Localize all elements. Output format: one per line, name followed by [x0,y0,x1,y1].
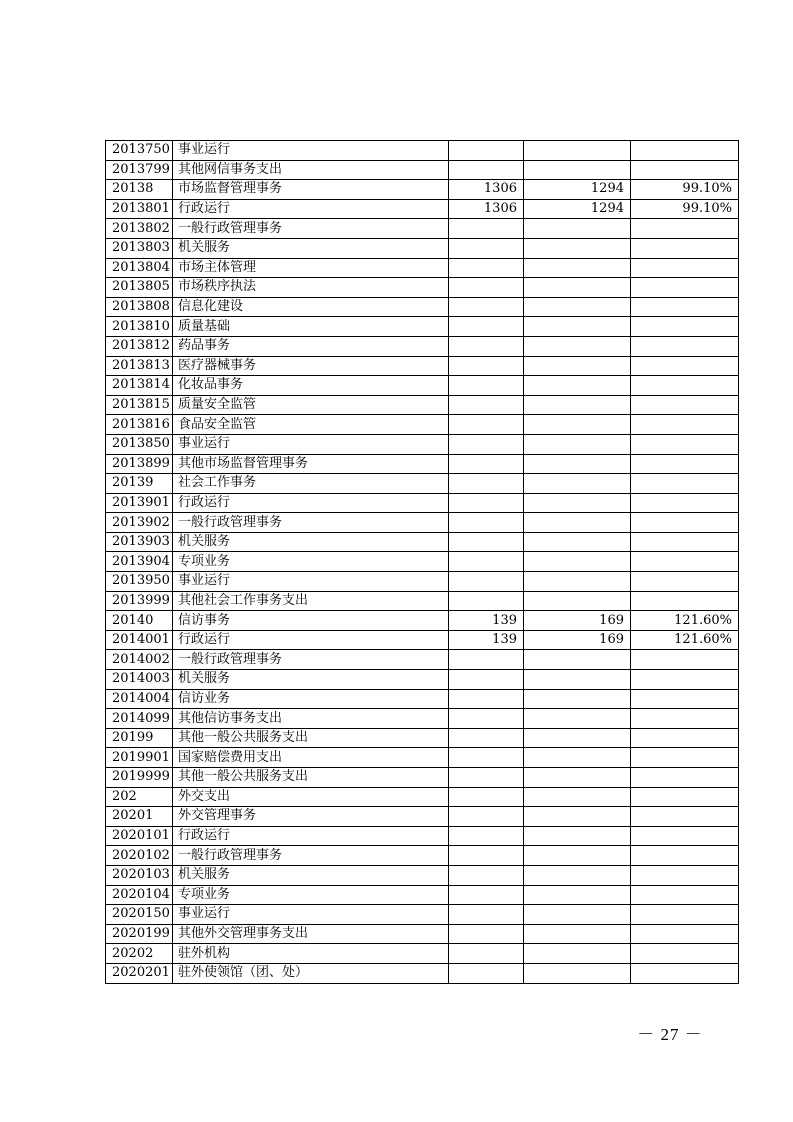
account-name-cell: 一般行政管理事务 [173,513,449,533]
actual-cell [524,395,631,415]
budget-cell [449,924,524,944]
table-row [106,238,739,258]
ratio-cell [631,689,739,709]
actual-cell [524,591,631,611]
account-name-cell: 质量安全监管 [173,395,449,415]
budget-cell [449,552,524,572]
account-code-cell: 2013904 [106,552,173,572]
account-code-cell: 2020101 [106,826,173,846]
table-row [106,258,739,278]
account-name-cell: 事业运行 [173,434,449,454]
actual-cell [524,768,631,788]
ratio-cell [631,670,739,690]
budget-cell [449,395,524,415]
page-number: － 27 － [637,1025,703,1044]
table-row [106,768,739,788]
actual-cell [524,532,631,552]
ratio-cell [631,532,739,552]
budget-cell [449,141,524,161]
account-code-cell: 2013801 [106,199,173,219]
account-name-cell: 化妆品事务 [173,376,449,396]
account-name-cell: 专项业务 [173,885,449,905]
account-code-cell: 20201 [106,807,173,827]
actual-cell [524,826,631,846]
ratio-cell [631,787,739,807]
account-name-cell: 驻外使领馆（团、处） [173,963,449,983]
account-code-cell: 2020199 [106,924,173,944]
ratio-cell: 99.10% [631,180,739,200]
account-name-cell: 事业运行 [173,905,449,925]
account-code-cell: 2013850 [106,434,173,454]
account-code-cell: 2020201 [106,963,173,983]
actual-cell: 169 [524,630,631,650]
account-name-cell: 其他信访事务支出 [173,709,449,729]
account-name-cell: 市场主体管理 [173,258,449,278]
actual-cell [524,356,631,376]
account-name-cell: 市场秩序执法 [173,278,449,298]
ratio-cell [631,356,739,376]
actual-cell [524,552,631,572]
budget-cell [449,572,524,592]
actual-cell [524,415,631,435]
table-row [106,297,739,317]
account-code-cell: 2020104 [106,885,173,905]
account-code-cell: 20138 [106,180,173,200]
actual-cell [524,474,631,494]
ratio-cell [631,376,739,396]
actual-cell: 1294 [524,180,631,200]
ratio-cell [631,395,739,415]
table-row [106,336,739,356]
account-name-cell: 一般行政管理事务 [173,219,449,239]
account-name-cell: 质量基础 [173,317,449,337]
budget-cell: 1306 [449,199,524,219]
account-name-cell: 专项业务 [173,552,449,572]
ratio-cell [631,141,739,161]
budget-cell [449,689,524,709]
actual-cell [524,905,631,925]
account-code-cell: 2020150 [106,905,173,925]
account-name-cell: 机关服务 [173,865,449,885]
ratio-cell [631,591,739,611]
table-row [106,826,739,846]
budget-cell [449,317,524,337]
table-row [106,376,739,396]
account-name-cell: 行政运行 [173,826,449,846]
account-name-cell: 其他一般公共服务支出 [173,768,449,788]
actual-cell [524,297,631,317]
account-code-cell: 20140 [106,611,173,631]
actual-cell [524,336,631,356]
table-row [106,689,739,709]
account-name-cell: 医疗器械事务 [173,356,449,376]
account-name-cell: 信访业务 [173,689,449,709]
account-code-cell: 2013750 [106,141,173,161]
table-row [106,865,739,885]
table-row [106,532,739,552]
actual-cell [524,454,631,474]
actual-cell [524,160,631,180]
table-row [106,180,739,200]
actual-cell [524,670,631,690]
budget-cell [449,709,524,729]
actual-cell [524,219,631,239]
budget-cell [449,963,524,983]
account-name-cell: 机关服务 [173,238,449,258]
table-row [106,650,739,670]
account-name-cell: 驻外机构 [173,944,449,964]
ratio-cell [631,709,739,729]
ratio-cell [631,493,739,513]
table-row [106,278,739,298]
budget-cell [449,728,524,748]
ratio-cell [631,415,739,435]
actual-cell [524,689,631,709]
ratio-cell [631,572,739,592]
account-code-cell: 2013810 [106,317,173,337]
budget-cell [449,885,524,905]
account-code-cell: 2013902 [106,513,173,533]
table-row [106,591,739,611]
account-code-cell: 20139 [106,474,173,494]
actual-cell [524,317,631,337]
table-row [106,317,739,337]
table-row [106,160,739,180]
budget-cell [449,415,524,435]
table-row [106,611,739,631]
table-row [106,905,739,925]
account-code-cell: 202 [106,787,173,807]
ratio-cell [631,258,739,278]
table-row [106,924,739,944]
account-code-cell: 2014001 [106,630,173,650]
account-code-cell: 2013812 [106,336,173,356]
budget-cell [449,336,524,356]
actual-cell [524,787,631,807]
budget-cell [449,748,524,768]
ratio-cell [631,905,739,925]
budget-cell [449,297,524,317]
table-row [106,572,739,592]
account-name-cell: 食品安全监管 [173,415,449,435]
budget-cell [449,219,524,239]
budget-cell [449,258,524,278]
ratio-cell: 121.60% [631,630,739,650]
ratio-cell [631,474,739,494]
account-name-cell: 行政运行 [173,630,449,650]
table-row [106,474,739,494]
account-code-cell: 2013808 [106,297,173,317]
table-row [106,219,739,239]
actual-cell [524,513,631,533]
budget-cell [449,944,524,964]
table-row [106,787,739,807]
actual-cell [524,846,631,866]
account-code-cell: 2019901 [106,748,173,768]
budget-cell [449,356,524,376]
ratio-cell [631,728,739,748]
actual-cell [524,258,631,278]
ratio-cell [631,944,739,964]
ratio-cell [631,885,739,905]
account-name-cell: 信访事务 [173,611,449,631]
actual-cell: 169 [524,611,631,631]
account-code-cell: 2013816 [106,415,173,435]
table-row [106,944,739,964]
account-name-cell: 市场监督管理事务 [173,180,449,200]
ratio-cell [631,219,739,239]
budget-cell: 139 [449,630,524,650]
account-code-cell: 2014099 [106,709,173,729]
actual-cell [524,141,631,161]
actual-cell [524,709,631,729]
actual-cell [524,434,631,454]
account-code-cell: 2013950 [106,572,173,592]
budget-cell [449,434,524,454]
account-name-cell: 其他市场监督管理事务 [173,454,449,474]
account-code-cell: 20199 [106,728,173,748]
account-code-cell: 2013802 [106,219,173,239]
ratio-cell [631,552,739,572]
account-code-cell: 2013799 [106,160,173,180]
account-name-cell: 信息化建设 [173,297,449,317]
actual-cell [524,728,631,748]
table-row [106,434,739,454]
budget-cell: 1306 [449,180,524,200]
ratio-cell [631,317,739,337]
account-name-cell: 事业运行 [173,572,449,592]
table-row [106,395,739,415]
budget-cell [449,826,524,846]
actual-cell [524,572,631,592]
account-code-cell: 2013804 [106,258,173,278]
budget-cell [449,768,524,788]
table-row [106,356,739,376]
budget-cell [449,474,524,494]
ratio-cell [631,297,739,317]
account-code-cell: 2013813 [106,356,173,376]
table-row [106,630,739,650]
table-row [106,963,739,983]
budget-cell [449,160,524,180]
account-code-cell: 2019999 [106,768,173,788]
actual-cell: 1294 [524,199,631,219]
account-code-cell: 2014003 [106,670,173,690]
table-row [106,728,739,748]
ratio-cell [631,807,739,827]
actual-cell [524,944,631,964]
ratio-cell [631,963,739,983]
actual-cell [524,376,631,396]
account-name-cell: 机关服务 [173,532,449,552]
account-code-cell: 2013901 [106,493,173,513]
actual-cell [524,807,631,827]
ratio-cell [631,160,739,180]
expenditure-table [105,140,739,984]
table-row [106,454,739,474]
budget-cell [449,278,524,298]
actual-cell [524,885,631,905]
table-row [106,709,739,729]
actual-cell [524,650,631,670]
table-body [106,141,739,984]
account-name-cell: 行政运行 [173,199,449,219]
account-name-cell: 机关服务 [173,670,449,690]
actual-cell [524,963,631,983]
table-row [106,552,739,572]
budget-cell [449,454,524,474]
table-row [106,807,739,827]
account-code-cell: 2014002 [106,650,173,670]
ratio-cell [631,238,739,258]
account-name-cell: 其他网信事务支出 [173,160,449,180]
budget-cell [449,846,524,866]
table-row [106,199,739,219]
budget-cell [449,905,524,925]
table-row [106,415,739,435]
account-code-cell: 2013814 [106,376,173,396]
account-name-cell: 药品事务 [173,336,449,356]
ratio-cell [631,454,739,474]
account-name-cell: 国家赔偿费用支出 [173,748,449,768]
ratio-cell [631,865,739,885]
account-name-cell: 一般行政管理事务 [173,650,449,670]
budget-cell: 139 [449,611,524,631]
actual-cell [524,493,631,513]
actual-cell [524,278,631,298]
account-code-cell: 2013803 [106,238,173,258]
budget-cell [449,513,524,533]
budget-cell [449,376,524,396]
ratio-cell [631,748,739,768]
budget-cell [449,865,524,885]
budget-cell [449,787,524,807]
account-code-cell: 2020103 [106,865,173,885]
account-name-cell: 其他社会工作事务支出 [173,591,449,611]
actual-cell [524,924,631,944]
account-name-cell: 事业运行 [173,141,449,161]
budget-cell [449,532,524,552]
ratio-cell: 121.60% [631,611,739,631]
actual-cell [524,748,631,768]
ratio-cell [631,924,739,944]
account-code-cell: 2013805 [106,278,173,298]
ratio-cell [631,768,739,788]
budget-cell [449,591,524,611]
table-row [106,141,739,161]
budget-cell [449,238,524,258]
ratio-cell [631,513,739,533]
ratio-cell: 99.10% [631,199,739,219]
table-row [106,493,739,513]
account-code-cell: 2013899 [106,454,173,474]
account-code-cell: 2013999 [106,591,173,611]
ratio-cell [631,336,739,356]
account-name-cell: 行政运行 [173,493,449,513]
account-code-cell: 2013903 [106,532,173,552]
table-row [106,748,739,768]
ratio-cell [631,278,739,298]
account-name-cell: 外交支出 [173,787,449,807]
account-name-cell: 外交管理事务 [173,807,449,827]
account-name-cell: 其他外交管理事务支出 [173,924,449,944]
account-code-cell: 2013815 [106,395,173,415]
table-row [106,670,739,690]
table-row [106,513,739,533]
ratio-cell [631,650,739,670]
account-name-cell: 其他一般公共服务支出 [173,728,449,748]
budget-cell [449,807,524,827]
actual-cell [524,865,631,885]
ratio-cell [631,846,739,866]
account-name-cell: 一般行政管理事务 [173,846,449,866]
actual-cell [524,238,631,258]
table-row [106,885,739,905]
ratio-cell [631,826,739,846]
ratio-cell [631,434,739,454]
account-code-cell: 2020102 [106,846,173,866]
budget-cell [449,493,524,513]
account-code-cell: 20202 [106,944,173,964]
budget-cell [449,670,524,690]
table-row [106,846,739,866]
account-name-cell: 社会工作事务 [173,474,449,494]
account-code-cell: 2014004 [106,689,173,709]
budget-cell [449,650,524,670]
